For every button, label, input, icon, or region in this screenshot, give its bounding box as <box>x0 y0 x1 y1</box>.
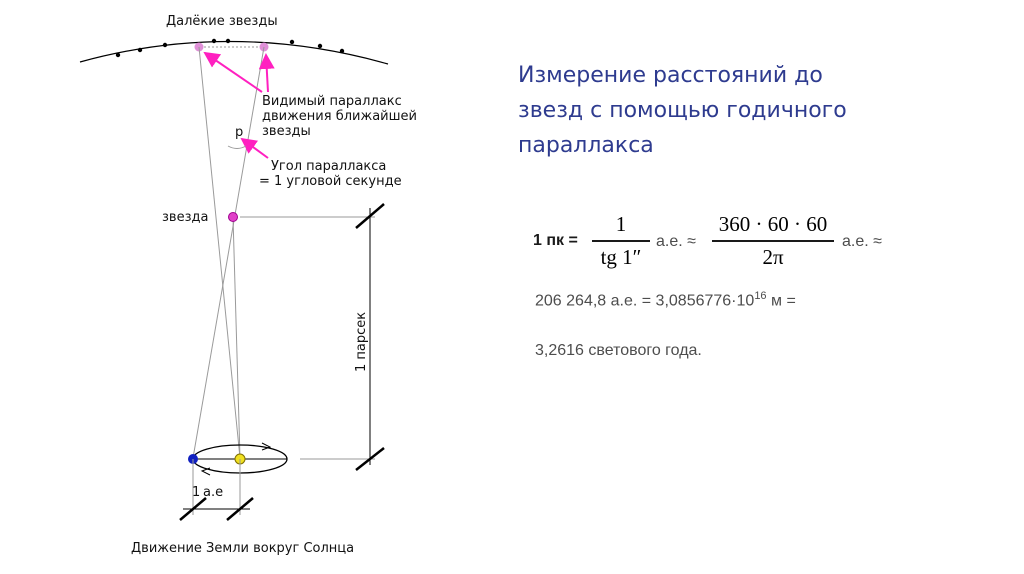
fraction-1-denominator: tg 1″ <box>600 244 642 269</box>
p-label: p <box>235 125 244 140</box>
formula-unit-1: а.е. ≈ <box>656 233 696 250</box>
visible-parallax-label-3: звезды <box>262 124 311 139</box>
earth-motion-label: Движение Земли вокруг Солнца <box>131 541 355 556</box>
parallax-arrow-right <box>266 55 268 92</box>
visible-parallax-label-1: Видимый параллакс <box>262 94 402 109</box>
formula-row-3 <box>535 342 702 360</box>
formula-unit-2: а.е. ≈ <box>842 233 882 250</box>
slide-title <box>518 58 958 163</box>
angle-arc <box>228 146 246 149</box>
fraction-2-numerator: 360 · 60 · 60 <box>718 212 828 236</box>
fraction-2-denominator: 2π <box>762 244 784 269</box>
parallax-angle-label-2: = 1 угловой секунде <box>259 174 402 189</box>
title-line-3: параллакса <box>518 133 654 158</box>
formula-row-2 <box>535 290 796 310</box>
nearby-star <box>229 213 238 222</box>
formula-line2-a: 206 264,8 а.е. = 3,0856776·10 <box>535 292 755 310</box>
title-line-1: Измерение расстояний до <box>518 63 823 88</box>
au-label-number: 1 <box>192 485 201 500</box>
fraction-1 <box>592 212 650 270</box>
formula-line2-b: м = <box>766 292 796 310</box>
title-line-2: звезд с помощью годичного <box>518 98 847 123</box>
fraction-2 <box>712 212 834 270</box>
fraction-1-bar <box>592 240 650 242</box>
formula-line2-exponent: 16 <box>754 290 767 302</box>
sight-line-earth <box>193 47 264 458</box>
au-label-unit: а.е <box>203 485 224 500</box>
fraction-2-bar <box>712 240 834 242</box>
parallax-arrow-left <box>205 53 262 92</box>
star-label: звезда <box>162 210 209 225</box>
formula-line3-number: 3,2616 <box>535 342 584 359</box>
sky-stars <box>116 39 344 57</box>
parallax-angle-label-1: Угол параллакса <box>271 159 387 174</box>
formula-lhs: 1 пк = <box>533 232 578 249</box>
angle-arrow <box>242 139 268 158</box>
formula-line3-text: светового года. <box>583 342 702 359</box>
parsec-label: 1 парсек <box>354 311 369 372</box>
visible-parallax-label-2: движения ближайшей <box>262 109 417 124</box>
fraction-1-numerator: 1 <box>615 212 627 236</box>
far-stars-label: Далёкие звезды <box>166 14 278 29</box>
